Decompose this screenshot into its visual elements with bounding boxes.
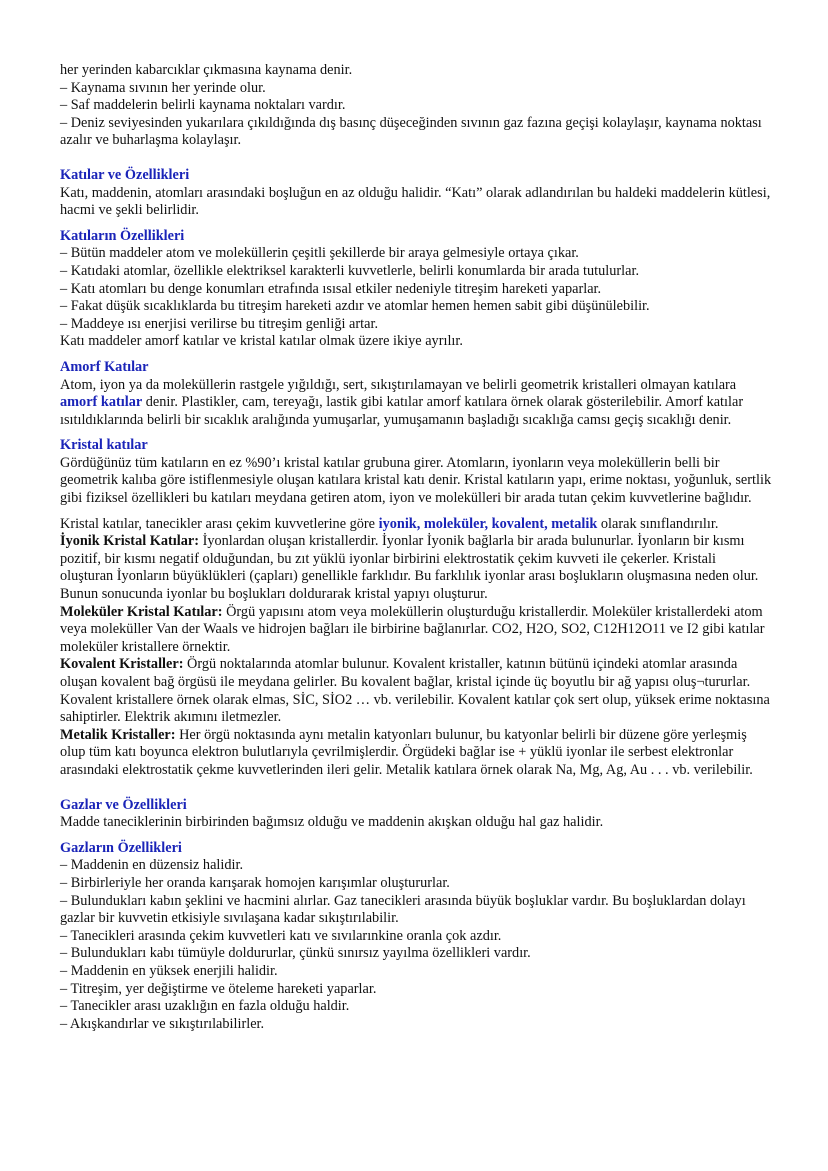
text-run: Atom, iyon ya da moleküllerin rastgele yığıldığı, sert, sıkıştırılamayan ve belirli geometrik kristalleri olmayan katılara <box>60 376 737 393</box>
list-item: – Deniz seviyesinden yukarılara çıkıldığında dış basınç düşeceğinden sıvının gaz fazına geçişi kolaylaşır, kaynama noktası azalır ve buharlaşma kolaylaşır. <box>60 114 762 149</box>
paragraph <box>60 516 772 534</box>
intro-section <box>60 62 772 150</box>
list-item: – Birbirleriyle her oranda karışarak homojen karışımlar oluştururlar. <box>60 874 450 891</box>
gas-properties-section <box>60 840 772 1034</box>
paragraph: Madde taneciklerinin birbirinden bağımsız olduğu ve maddenin akışkan olduğu hal gaz halidir. <box>60 814 604 831</box>
text-run: denir. Plastikler, cam, tereyağı, lastik gibi katılar amorf katılara örnek olarak gösterilebilir. Amorf katılar ısıtıldıklarında belirli bir sıcaklık aralığında yumuşarlar, yumuşamanın başladığı sıcaklığa camsı geçiş sıcaklığı denir. <box>60 394 744 428</box>
list-item: – Akışkandırlar ve sıkıştırılabilirler. <box>60 1015 265 1032</box>
list-item: – Titreşim, yer değiştirme ve öteleme hareketi yaparlar. <box>60 980 377 997</box>
list-item: – Bütün maddeler atom ve moleküllerin çeşitli şekillerde bir araya gelmesiyle ortaya çıkar. <box>60 245 579 262</box>
text-run: Kristal katılar, tanecikler arası çekim kuvvetlerine göre <box>60 515 379 532</box>
paragraph <box>60 377 772 430</box>
list-item: – Maddeye ısı enerjisi verilirse bu titreşim genliği artar. <box>60 315 379 332</box>
document-page <box>60 62 772 1033</box>
term: Moleküler Kristal Katılar: <box>60 603 223 620</box>
crystalline-section <box>60 437 772 507</box>
list-item: – Maddenin en yüksek enerjili halidir. <box>60 962 278 979</box>
amorphous-section <box>60 359 772 429</box>
text-run: İyonlardan oluşan kristallerdir. İyonlar İyonik bağlarla bir arada bulunurlar. İyonların bir kısmı pozitif, bir kısmı negatif olduğundan, bu zıt yüklü iyonlar birbirini elektrostatik çekim kuvveti ile çekerler. Kristali oluşturan İyonların büyüklükleri (çapları) genellikle farklıdır. Bu farklılık iyonlar arası boşlukların oluşmasına neden olur. Bunun sonucunda iyonlar bu boşlukları doldurarak kristal yapıyı oluşturur. <box>60 533 759 603</box>
list-item: – Katı atomları bu denge konumları etrafında ısısal etkiler nedeniyle titreşim hareketi yaparlar. <box>60 280 602 297</box>
solids-section <box>60 167 772 220</box>
keyword-amorphous: amorf katılar <box>60 394 143 411</box>
term: Metalik Kristaller: <box>60 726 176 743</box>
list-item: – Tanecikler arası uzaklığın en fazla olduğu haldir. <box>60 998 350 1015</box>
section-heading-crystalline: Kristal katılar <box>60 437 148 454</box>
section-heading-amorphous: Amorf Katılar <box>60 358 149 375</box>
section-heading-solids: Katılar ve Özellikleri <box>60 166 190 183</box>
crystal-type-metallic <box>60 727 772 780</box>
crystal-type-molecular <box>60 604 772 657</box>
term: İyonik Kristal Katılar: <box>60 533 199 550</box>
crystal-types-section <box>60 516 772 780</box>
gases-section <box>60 797 772 832</box>
paragraph: Katı maddeler amorf katılar ve kristal katılar olmak üzere ikiye ayrılır. <box>60 333 463 350</box>
list-item: – Saf maddelerin belirli kaynama noktaları vardır. <box>60 97 346 114</box>
list-item: – Katıdaki atomlar, özellikle elektriksel karakterli kuvvetlerle, belirli konumlarda bir arada tutulurlar. <box>60 262 640 279</box>
crystal-type-covalent <box>60 656 772 726</box>
crystal-type-ionic <box>60 533 772 603</box>
text-run: Örgü yapısını atom veya moleküllerin oluşturduğu kristallerdir. Moleküler kristallerdeki atom veya moleküller Van der Waals ve hidrojen bağları ile birbirine bağlanırlar. CO2, H2O, SO2, C12H12O11 ve I2 gibi katılar moleküler kristallere örnektir. <box>60 603 765 655</box>
list-item: – Fakat düşük sıcaklıklarda bu titreşim hareketi azdır ve atomlar hemen hemen sabit gibi düşünülebilir. <box>60 298 650 315</box>
text-run: Her örgü noktasında aynı metalin katyonları bulunur, bu katyonlar belirli bir düzene göre yerleşmiş olup tüm katı boyunca elektron bulutlarıyla çevrilmişlerdir. Örgüdeki bağlar ise + yüklü iyonlar ile serbest elektronlar arasındaki elektrostatik çekme kuvvetlerinden ileri gelir. Metalik katılara örnek olarak Na, Mg, Ag, Au . . . vb. verilebilir. <box>60 726 753 778</box>
text-run: olarak sınıflandırılır. <box>597 515 719 532</box>
list-item: – Maddenin en düzensiz halidir. <box>60 857 244 874</box>
text-line: her yerinden kabarcıklar çıkmasına kaynama denir. <box>60 62 353 78</box>
text-run: Örgü noktalarında atomlar bulunur. Kovalent kristaller, katının bütünü içindeki atomlar arasında oluşan kovalent bağ örgüsü ile meydana gelirler. Bu kovalent bağlar, kristal içinde üç boyutlu bir ağ yapısı oluş¬tururlar. Kovalent kristallere örnek olarak elmas, SİC, SİO2 … vb. verilebilir. Kovalent katılar çok sert olup, yüksek erime noktasına sahiptirler. Elektrik akımını iletmezler. <box>60 656 770 726</box>
list-item: – Bulundukları kabı tümüyle doldururlar, çünkü sınırsız yayılma özellikleri vardır. <box>60 945 531 962</box>
term: Kovalent Kristaller: <box>60 656 184 673</box>
section-heading-gases: Gazlar ve Özellikleri <box>60 796 187 813</box>
section-heading-solid-properties: Katıların Özellikleri <box>60 227 185 244</box>
paragraph: Katı, maddenin, atomları arasındaki boşluğun en az olduğu halidir. “Katı” olarak adlandırılan bu haldeki maddelerin kütlesi, hacmi ve şekli belirlidir. <box>60 184 771 219</box>
keyword-classification: iyonik, moleküler, kovalent, metalik <box>378 515 598 532</box>
list-item: – Tanecikleri arasında çekim kuvvetleri katı ve sıvılarınkine oranla çok azdır. <box>60 927 502 944</box>
solid-properties-section <box>60 228 772 351</box>
list-item: – Bulundukları kabın şeklini ve hacmini alırlar. Gaz tanecikleri arasında büyük boşluklar vardır. Bu boşluklardan dolayı gazlar bir kuvvetin etkisiyle sıvılaşana kadar sıkıştırılabilir. <box>60 892 746 927</box>
list-item: – Kaynama sıvının her yerinde olur. <box>60 79 266 96</box>
section-heading-gas-properties: Gazların Özellikleri <box>60 839 182 856</box>
paragraph: Gördüğünüz tüm katıların en ez %90’ı kristal katılar grubuna girer. Atomların, iyonların veya moleküllerin belli bir geometrik kalıba göre istiflenmesiyle oluşan katılara kristal katı denir. Kristal katıların yapı, erime noktası, yoğunluk, sertlik gibi fiziksel özellikleri bu katıları meydana getiren atom, iyon ve molekülleri bir arada tutan çekim kuvvetlerine bağlıdır. <box>60 454 772 507</box>
